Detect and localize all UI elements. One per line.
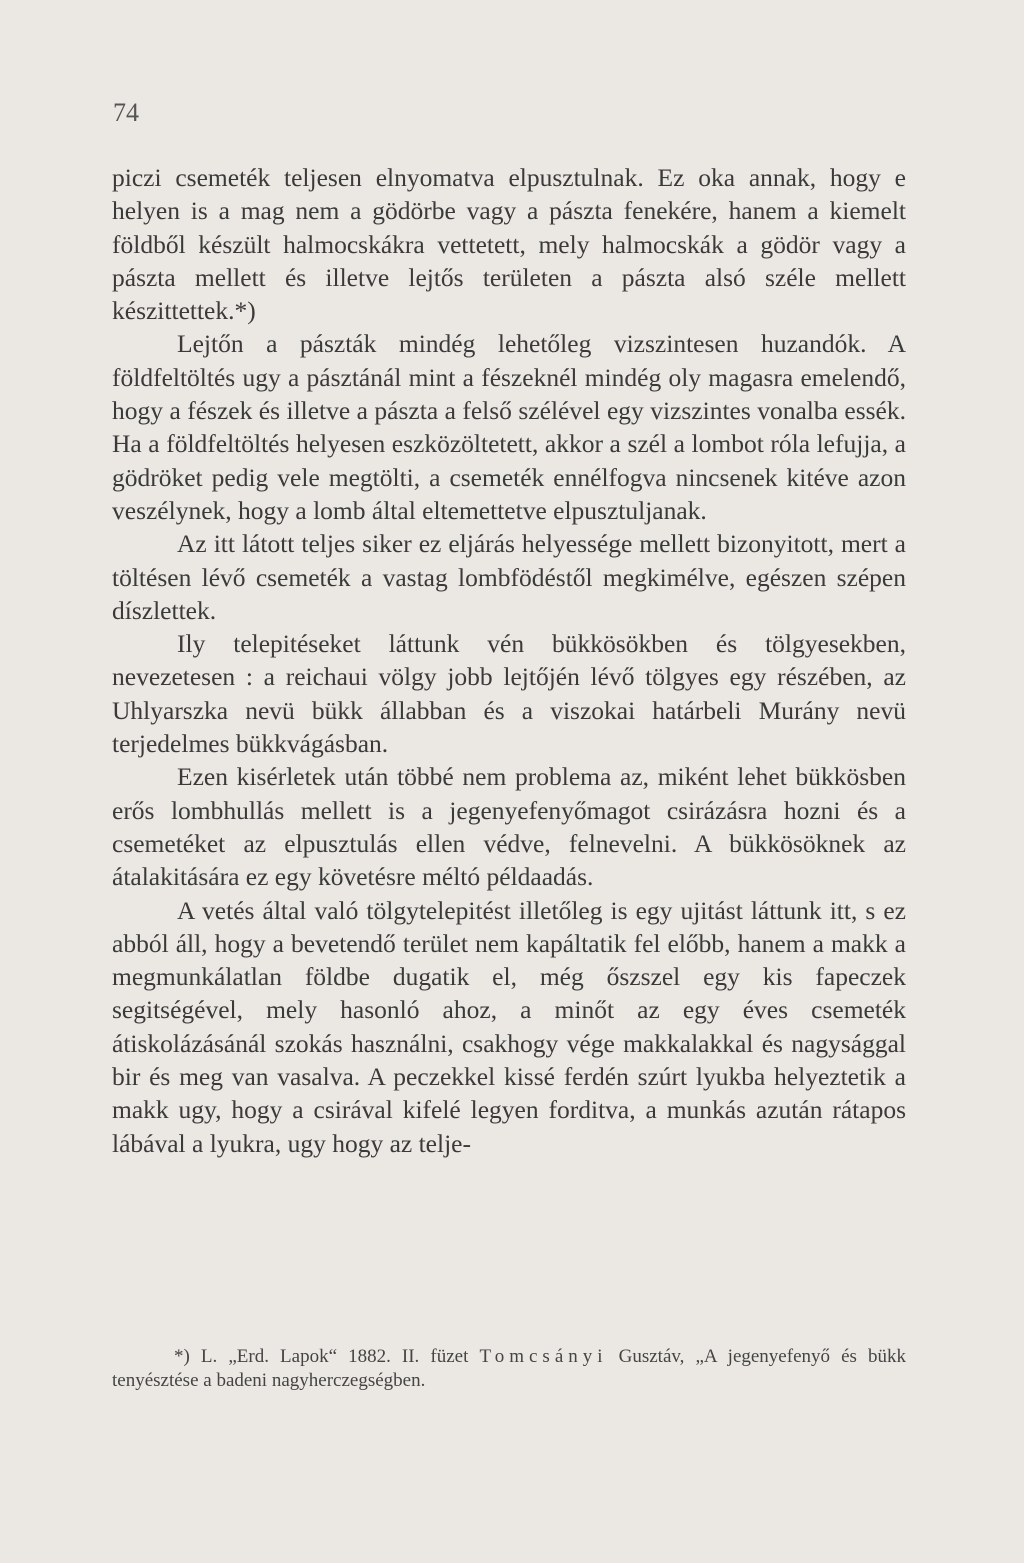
footnote-before: *) L. „Erd. Lapok“ 1882. II. füzet — [174, 1346, 480, 1367]
paragraph: Lejtőn a pászták mindég lehetőleg vizszintesen huzandók. A földfeltöltés ugy a pásztánál mint a fészeknél mindég oly magasra emelendő, hogy a fészek és illetve a pászta a felső szélével egy vizszintes vonalba essék. Ha a földfeltöltés helyesen eszközöltetett, akkor a szél a lombot róla lefujja, a gödröket pedig vele megtölti, a csemeték ennélfogva nincsenek kitéve azon veszélynek, hogy a lomb által eltemettetve elpusztuljanak. — [112, 329, 906, 525]
paragraph: Ezen kisérletek után többé nem problema az, miként lehet bükkösben erős lombhullás mellett is a jegenyefenyőmagot csirázásra hozni és a csemetéket az elpusztulás ellen védve, felnevelni. A bükkösöknek az átalakitására ez egy követésre méltó példaadás. — [112, 762, 906, 892]
footnote-author: Tomcsányi — [479, 1346, 608, 1367]
page-number: 74 — [113, 98, 139, 127]
paragraph: Ily telepitéseket láttunk vén bükkösökben és tölgyesekben, nevezetesen : a reichaui völgy jobb lejtőjén lévő tölgyes egy részében, az Uhlyarszka nevü bükk állabban és a viszokai határbeli Murány nevü terjedelmes bükkvágásban. — [112, 629, 906, 759]
footnote-text — [112, 1345, 906, 1393]
body-text — [112, 161, 906, 1160]
paragraph: A vetés által való tölgytelepitést illetőleg is egy ujitást láttunk itt, s ez abból áll, hogy a bevetendő terület nem kapáltatik fel előbb, hanem a makk a megmunkálatlan földbe dugatik el, még őszszel egy kis fapeczek segitségével, mely hasonló ahoz, a minőt az egy éves csemeték átiskolázásánál szokás használni, csakhogy vége makkalakkal és nagysággal bir és meg van vasalva. A peczekkel kissé ferdén szúrt lyukba helyeztetik a makk ugy, hogy a csirával kifelé legyen forditva, a munkás azután rátapos lábával a lyukra, ugy hogy az telje- — [112, 895, 906, 1158]
paragraph: Az itt látott teljes siker ez eljárás helyessége mellett bizonyitott, mert a töltésen lévő csemeték a vastag lombfödéstől megkimélve, egészen szépen díszlettek. — [112, 529, 906, 625]
paragraph: piczi csemeték teljesen elnyomatva elpusztulnak. Ez oka annak, hogy e helyen is a mag nem a gödörbe vagy a pászta fenekére, hanem a kiemelt földből készült halmocskákra vettetett, mely halmocskák a gödör vagy a pászta mellett és illetve lejtős területen a pászta alsó széle mellett készittettek.*) — [112, 163, 906, 326]
footnote-after: Gusztáv, „A jegenyefenyő és bükk tenyésztése a badeni nagyherczegségben. — [112, 1346, 906, 1391]
footnote — [112, 1345, 906, 1393]
